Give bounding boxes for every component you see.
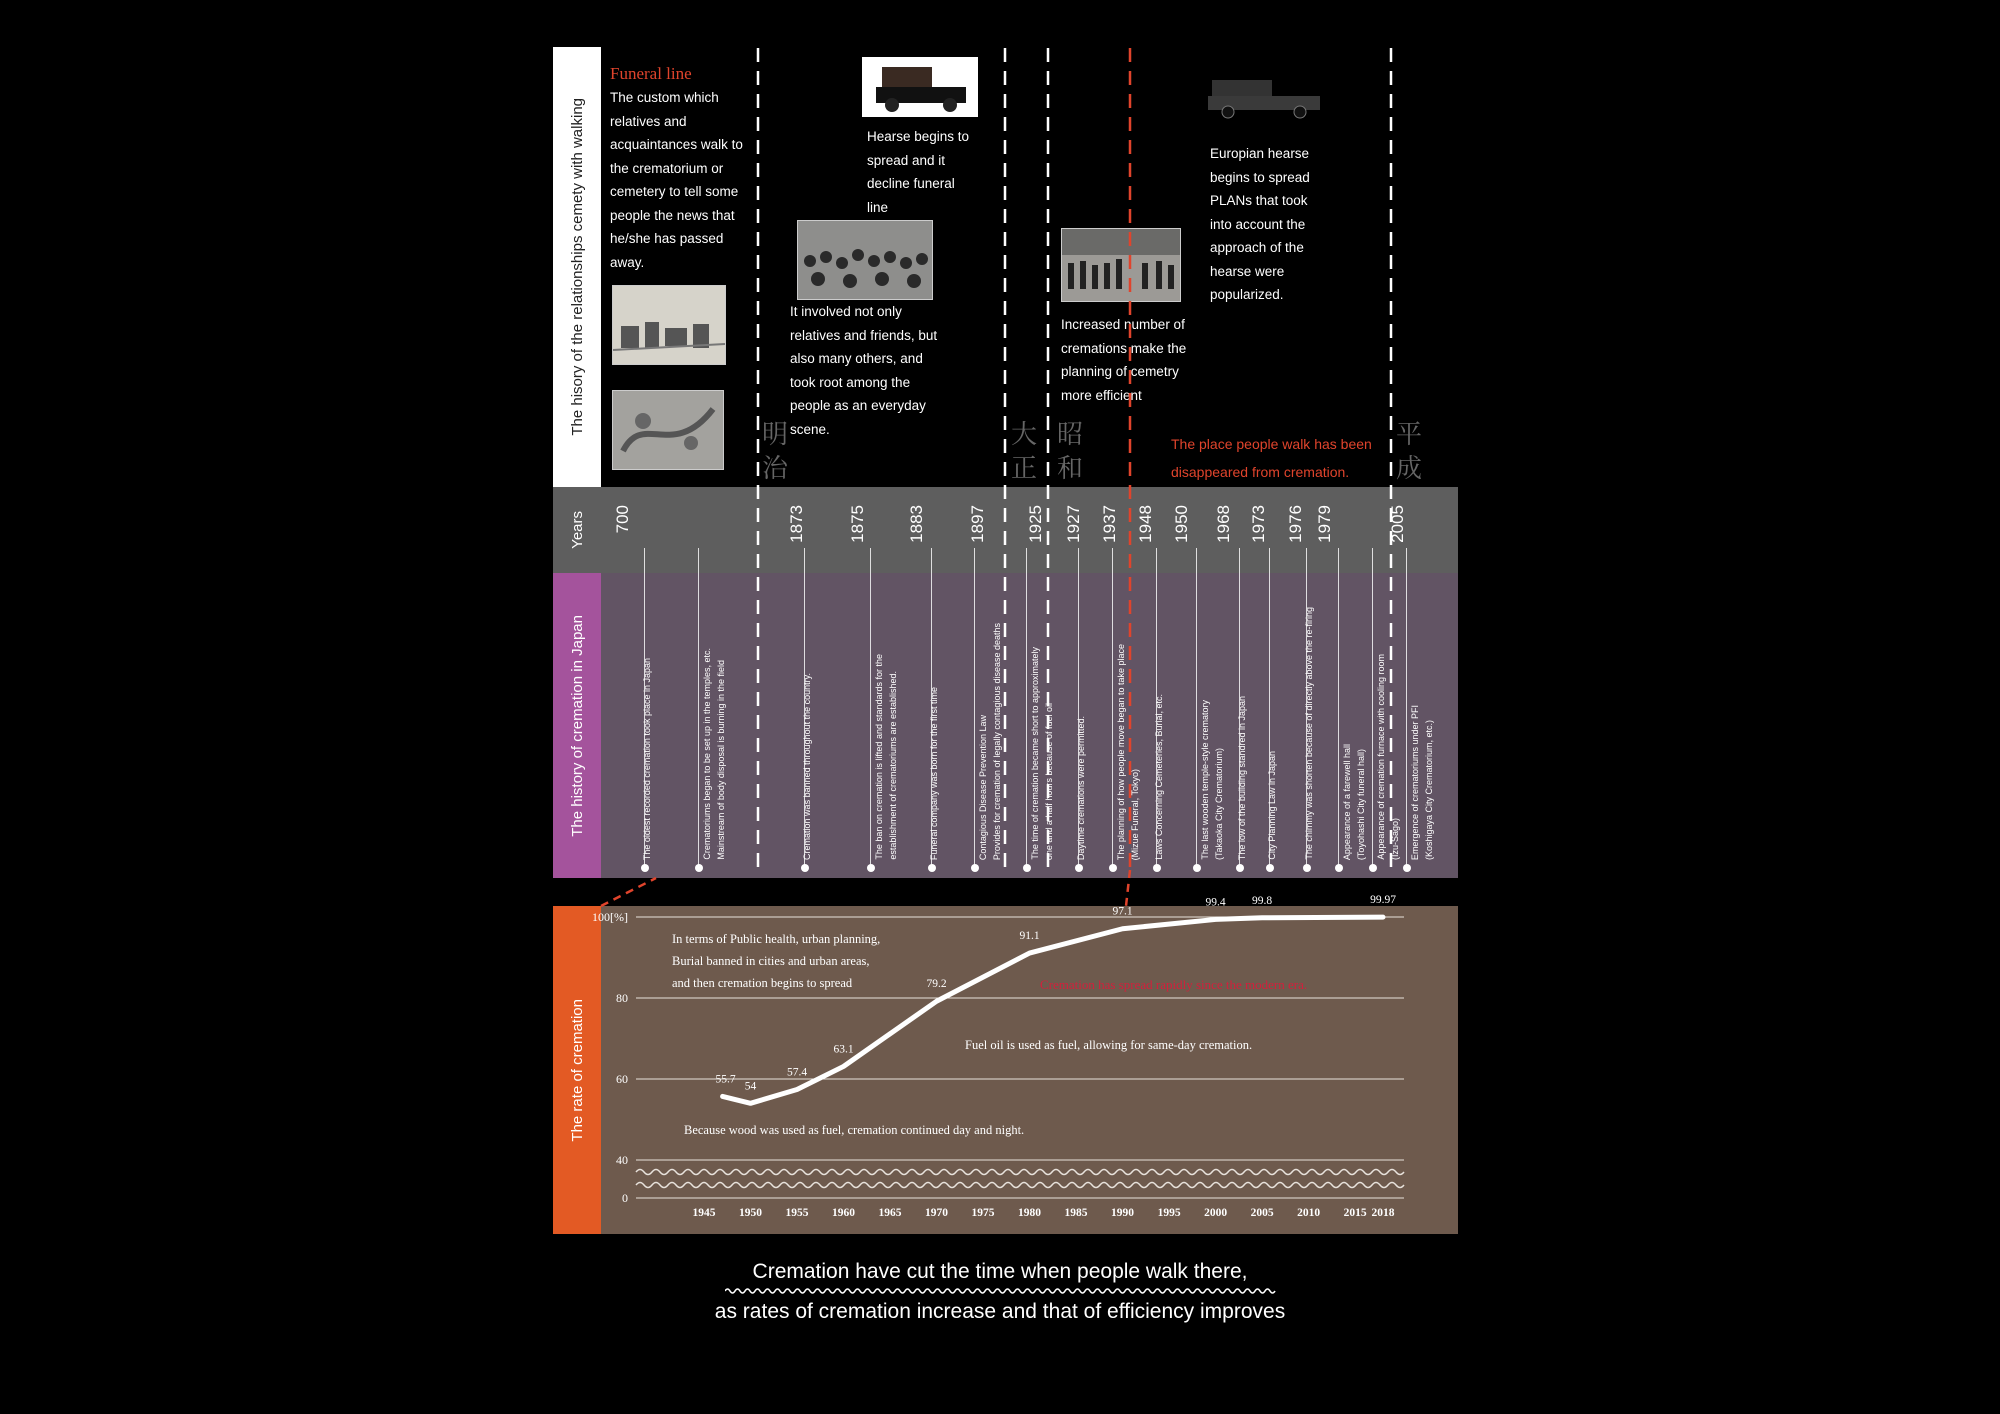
history-event: Emergence of crematoriums under PFI (Koshigaya City Crematorium, etc.) [1410, 704, 1434, 860]
y-tick-label: 0 [622, 1191, 628, 1205]
y-tick-label: 60 [616, 1072, 628, 1086]
data-point [721, 1095, 724, 1098]
x-tick-label: 1965 [878, 1207, 902, 1219]
cremation-rate-line [723, 917, 1383, 1103]
story-hearse-spread: Hearse begins to spread and it decline funeral line [867, 129, 970, 215]
x-tick-label: 2018 [1371, 1207, 1395, 1219]
year-label: 1883 [907, 505, 926, 543]
history-event: Crematoriums began to be set up in the temples, etc. Mainstream of body disposal is burning in the field [702, 648, 726, 860]
years-label: Years [568, 511, 586, 549]
data-label: 91.1 [1019, 930, 1040, 943]
history-event: The ban on cremation is lifted and standards for the establishment of crematoriums are established. [874, 654, 898, 860]
data-label: 63.1 [833, 1043, 854, 1056]
data-label: 55.7 [715, 1073, 736, 1086]
data-point [1028, 952, 1031, 955]
annotation-fuel-oil: Fuel oil is used as fuel, allowing for same-day cremation. [965, 1038, 1253, 1052]
x-tick-label: 1945 [692, 1207, 716, 1219]
data-label: 99.4 [1205, 896, 1226, 909]
data-point [842, 1065, 845, 1068]
year-label: 1927 [1064, 505, 1083, 543]
data-label: 54 [744, 1080, 757, 1093]
history-event: The low of the building standred in Japan [1237, 695, 1247, 860]
annotation-wood-fuel: Because wood was used as fuel, cremation continued day and night. [684, 1123, 1025, 1137]
history-event: The chimmy was shorten because of directly above the re-firing [1304, 607, 1314, 860]
history-event: The planning of how people move began to take place (Mizue Funeral, Tokyo) [1116, 643, 1140, 860]
era-meiji: 明 治 [761, 420, 788, 484]
year-label: 1979 [1315, 505, 1334, 543]
x-tick-label: 2015 [1343, 1207, 1367, 1219]
footer-squiggle [725, 1286, 1285, 1296]
data-label: 97.1 [1112, 905, 1133, 918]
history-event: Funeral company was born for the first time [929, 686, 939, 860]
x-tick-label: 1975 [971, 1207, 995, 1219]
era-heisei: 平 成 [1395, 420, 1422, 484]
history-event: Cremation was banned throughout the country. [802, 673, 812, 860]
year-label: 1873 [787, 505, 806, 543]
data-point [1261, 916, 1264, 919]
year-label: 1948 [1136, 505, 1155, 543]
era-showa: 昭 和 [1056, 420, 1083, 484]
history-event: Contagious Disease Prevention Law Provides for cremation of legally contagious disease deaths [978, 622, 1002, 860]
data-point [796, 1088, 799, 1091]
footer-line-2: as rates of cremation increase and that of efficiency improves [714, 1300, 1286, 1323]
x-tick-label: 1990 [1111, 1207, 1135, 1219]
x-tick-label: 1950 [739, 1207, 763, 1219]
x-tick-label: 1960 [832, 1207, 856, 1219]
y-tick-label: 100[%] [592, 910, 628, 924]
year-label: 1950 [1172, 505, 1191, 543]
year-label: 1976 [1286, 505, 1305, 543]
data-point [1382, 916, 1385, 919]
axis-break-wave [636, 1170, 1404, 1175]
era-taisho: 大 正 [1010, 420, 1037, 484]
x-tick-label: 1995 [1157, 1207, 1181, 1219]
year-label: 1897 [968, 505, 987, 543]
data-label: 79.2 [926, 978, 947, 991]
y-tick-label: 40 [616, 1153, 628, 1167]
footer-line-1: Cremation have cut the time when people walk there, [752, 1260, 1248, 1283]
history-label: The history of cremation in Japan [553, 573, 601, 878]
annotation-public-health: In terms of Public health, urban planning, Burial banned in cities and urban areas, and then cremation begins to spread [672, 932, 881, 990]
rate-label: The rate of cremation [553, 906, 601, 1234]
story-european-hearse: Europian hearse begins to spread PLANs that took into account the approach of the hearse were popularized. [1210, 146, 1310, 302]
x-tick-label: 2005 [1250, 1207, 1274, 1219]
data-label: 57.4 [786, 1066, 808, 1079]
walking-history-label: The hisory of the relationships cemety with walking [553, 47, 601, 487]
data-point [935, 1000, 938, 1003]
data-point [1121, 927, 1124, 930]
story-cemetery-efficiency: Increased number of cremations make the planning of cemetry more efficient [1061, 317, 1187, 403]
x-tick-label: 2000 [1204, 1207, 1228, 1219]
x-tick-label: 1970 [925, 1207, 949, 1219]
annotation-rapid-spread: Cremation has spread rapidly since the modern era. [1040, 977, 1308, 992]
year-label: 2005 [1388, 505, 1407, 543]
red-note: The place people walk has been disappeared from cremation. [1171, 436, 1372, 480]
x-tick-label: 2010 [1297, 1207, 1321, 1219]
year-label: 1968 [1214, 505, 1233, 543]
year-label: 1925 [1026, 505, 1045, 543]
history-event: City Planning Law in Japan [1267, 751, 1277, 860]
y-tick-label: 80 [616, 991, 628, 1005]
data-label: 99.97 [1370, 894, 1396, 907]
history-event: The oldest recorded cremation took place in Japan [642, 657, 652, 860]
x-tick-label: 1980 [1018, 1207, 1042, 1219]
history-event: The time of cremation became short to approximately one and a half hours because of fuel oil [1030, 647, 1054, 860]
year-label: 1937 [1100, 505, 1119, 543]
story-procession: It involved not only relatives and friends, but also many others, and took root among the people as an everyday scene. [790, 304, 938, 437]
data-point [749, 1102, 752, 1105]
funeral-line-title: Funeral line [610, 64, 692, 83]
year-label: 700 [613, 505, 632, 534]
year-label: 1875 [848, 505, 867, 543]
year-label: 1973 [1249, 505, 1268, 543]
axis-break-wave [636, 1183, 1404, 1188]
data-label: 99.8 [1252, 894, 1273, 907]
data-point [1214, 918, 1217, 921]
history-event: Appearance of a farewell hall (Toyohashi City funeral hall) [1342, 743, 1366, 860]
funeral-line-text: The custom which relatives and acquaintances walk to the crematorium or cemetery to tell some people the news that he/she has passed away. [610, 90, 743, 270]
x-tick-label: 1985 [1064, 1207, 1088, 1219]
history-event: Daytime cremations were permitted. [1076, 715, 1086, 860]
history-event: The last wooden temple-style crematory (Takaoka City Crematorium) [1200, 700, 1224, 860]
history-event: Laws Concerning Cemeteries, Burial, etc. [1154, 694, 1164, 860]
history-event: Appearance of cremation furnace with cooling room (Izu-Sago) [1376, 654, 1400, 860]
x-tick-label: 1955 [785, 1207, 809, 1219]
